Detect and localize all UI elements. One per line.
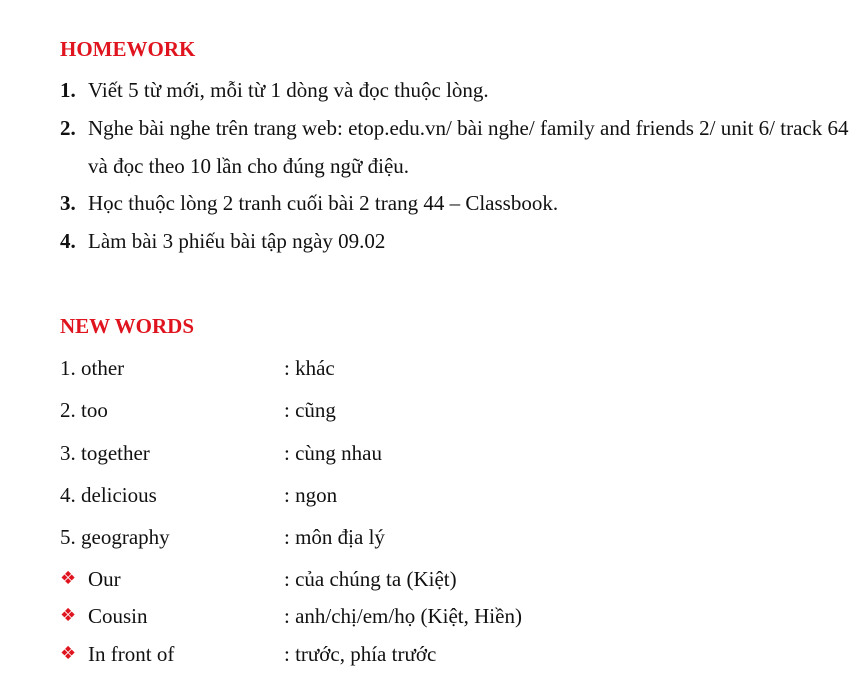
- homework-item-4: [60, 222, 855, 260]
- word-term: 4. delicious: [60, 483, 157, 507]
- homework-item-3: [60, 184, 855, 222]
- homework-item-2: [60, 109, 855, 185]
- homework-item-text: Học thuộc lòng 2 tranh cuối bài 2 trang 44 – Classbook.: [88, 191, 559, 215]
- homework-item-1: [60, 71, 855, 109]
- diamond-bullet-icon: ❖: [60, 643, 77, 664]
- homework-item-number: 2.: [60, 116, 76, 140]
- word-meaning: : anh/chị/em/họ (Kiệt, Hiền): [284, 604, 522, 628]
- word-meaning: : khác: [284, 356, 335, 380]
- word-term: 1. other: [60, 356, 125, 380]
- homework-item-number: 3.: [60, 191, 76, 215]
- homework-item-text: Viết 5 từ mới, mỗi từ 1 dòng và đọc thuộc lòng.: [88, 78, 489, 102]
- homework-item-text: Làm bài 3 phiếu bài tập ngày 09.02: [88, 229, 386, 253]
- word-term: 2. too: [60, 398, 108, 422]
- diamond-bullet-icon: ❖: [60, 605, 77, 626]
- word-meaning: : ngon: [284, 483, 338, 507]
- diamond-bullet-icon: ❖: [60, 568, 77, 589]
- homework-item-number: 4.: [60, 229, 76, 253]
- word-term: 5. geography: [60, 525, 170, 549]
- word-meaning: : trước, phía trước: [284, 642, 437, 666]
- word-term: Our: [88, 567, 121, 591]
- word-meaning: : môn địa lý: [284, 525, 385, 549]
- homework-item-text: Nghe bài nghe trên trang web: etop.edu.vn/ bài nghe/ family and friends 2/ unit 6/ track 64 và đọc theo 10 lần cho đúng ngữ điệu.: [88, 116, 849, 178]
- word-meaning: : cũng: [284, 398, 336, 422]
- homework-heading: HOMEWORK: [60, 37, 196, 61]
- homework-item-number: 1.: [60, 78, 76, 102]
- word-meaning: : của chúng ta (Kiệt): [284, 567, 457, 591]
- new-words-heading: NEW WORDS: [60, 314, 195, 338]
- word-meaning: : cùng nhau: [284, 441, 382, 465]
- word-term: 3. together: [60, 441, 150, 465]
- word-term: In front of: [88, 642, 175, 666]
- word-term: Cousin: [88, 604, 148, 628]
